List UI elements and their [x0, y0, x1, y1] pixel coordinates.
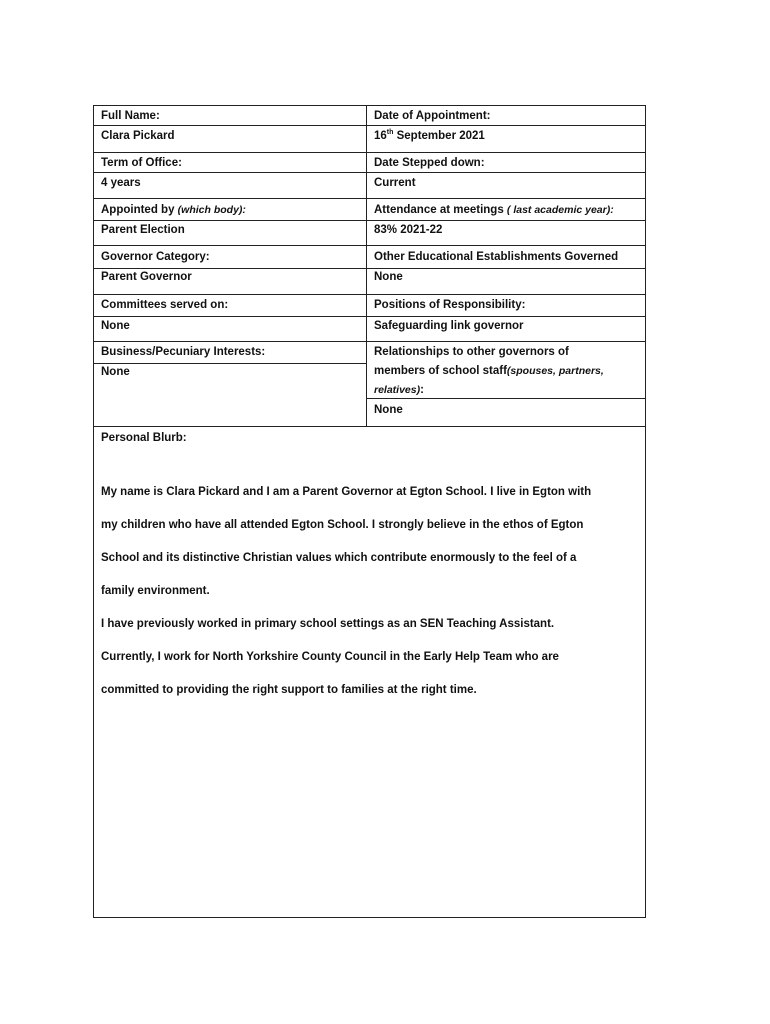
blurb-line: I have previously worked in primary school settings as an SEN Teaching Assistant. [101, 618, 555, 630]
relationships-label-line-3: relatives): [374, 384, 424, 396]
committees-value: None [101, 320, 130, 332]
business-interests-label: Business/Pecuniary Interests: [101, 346, 266, 358]
row-divider [94, 426, 645, 427]
business-interests-value: None [101, 366, 130, 378]
committees-label: Committees served on: [101, 299, 229, 311]
appointed-by-label: Appointed by (which body): [101, 204, 246, 216]
attendance-value: 83% 2021-22 [374, 224, 443, 236]
full-name-label: Full Name: [101, 110, 160, 122]
row-divider [94, 363, 366, 364]
governor-profile-form [93, 105, 646, 918]
attendance-label: Attendance at meetings ( last academic year): [374, 204, 614, 216]
row-divider [94, 198, 645, 199]
appointed-by-value: Parent Election [101, 224, 185, 236]
personal-blurb-text [101, 476, 641, 707]
term-value: 4 years [101, 177, 141, 189]
other-establishments-label: Other Educational Establishments Governed [374, 251, 619, 263]
row-divider [94, 245, 645, 246]
positions-value: Safeguarding link governor [374, 320, 524, 332]
blurb-line: Currently, I work for North Yorkshire County Council in the Early Help Team who are [101, 651, 559, 663]
blurb-line: my children who have all attended Egton School. I strongly believe in the ethos of Egton [101, 519, 584, 531]
personal-blurb-label: Personal Blurb: [101, 432, 187, 444]
appointment-date-label: Date of Appointment: [374, 110, 491, 122]
relationships-value: None [374, 404, 403, 416]
row-divider [94, 172, 645, 173]
term-label: Term of Office: [101, 157, 182, 169]
governor-category-value: Parent Governor [101, 271, 192, 283]
appointment-date-value: 16th September 2021 [374, 129, 485, 142]
other-establishments-value: None [374, 271, 403, 283]
blurb-line: School and its distinctive Christian values which contribute enormously to the feel of a [101, 552, 577, 564]
stepped-down-label: Date Stepped down: [374, 157, 485, 169]
governor-category-label: Governor Category: [101, 251, 210, 263]
row-divider [94, 294, 645, 295]
row-divider [94, 316, 645, 317]
row-divider [366, 398, 645, 399]
blurb-line: My name is Clara Pickard and I am a Parent Governor at Egton School. I live in Egton with [101, 486, 592, 498]
full-name-value: Clara Pickard [101, 130, 175, 142]
row-divider [94, 341, 645, 342]
row-divider [94, 220, 645, 221]
positions-label: Positions of Responsibility: [374, 299, 526, 311]
relationships-label-line-2: members of school staff(spouses, partners, [374, 365, 604, 377]
row-divider [94, 125, 645, 126]
blurb-line: committed to providing the right support to families at the right time. [101, 684, 477, 696]
relationships-label-line-1: Relationships to other governors of [374, 346, 569, 358]
column-divider [366, 106, 367, 426]
row-divider [94, 268, 645, 269]
row-divider [94, 152, 645, 153]
stepped-down-value: Current [374, 177, 416, 189]
blurb-line: family environment. [101, 585, 210, 597]
